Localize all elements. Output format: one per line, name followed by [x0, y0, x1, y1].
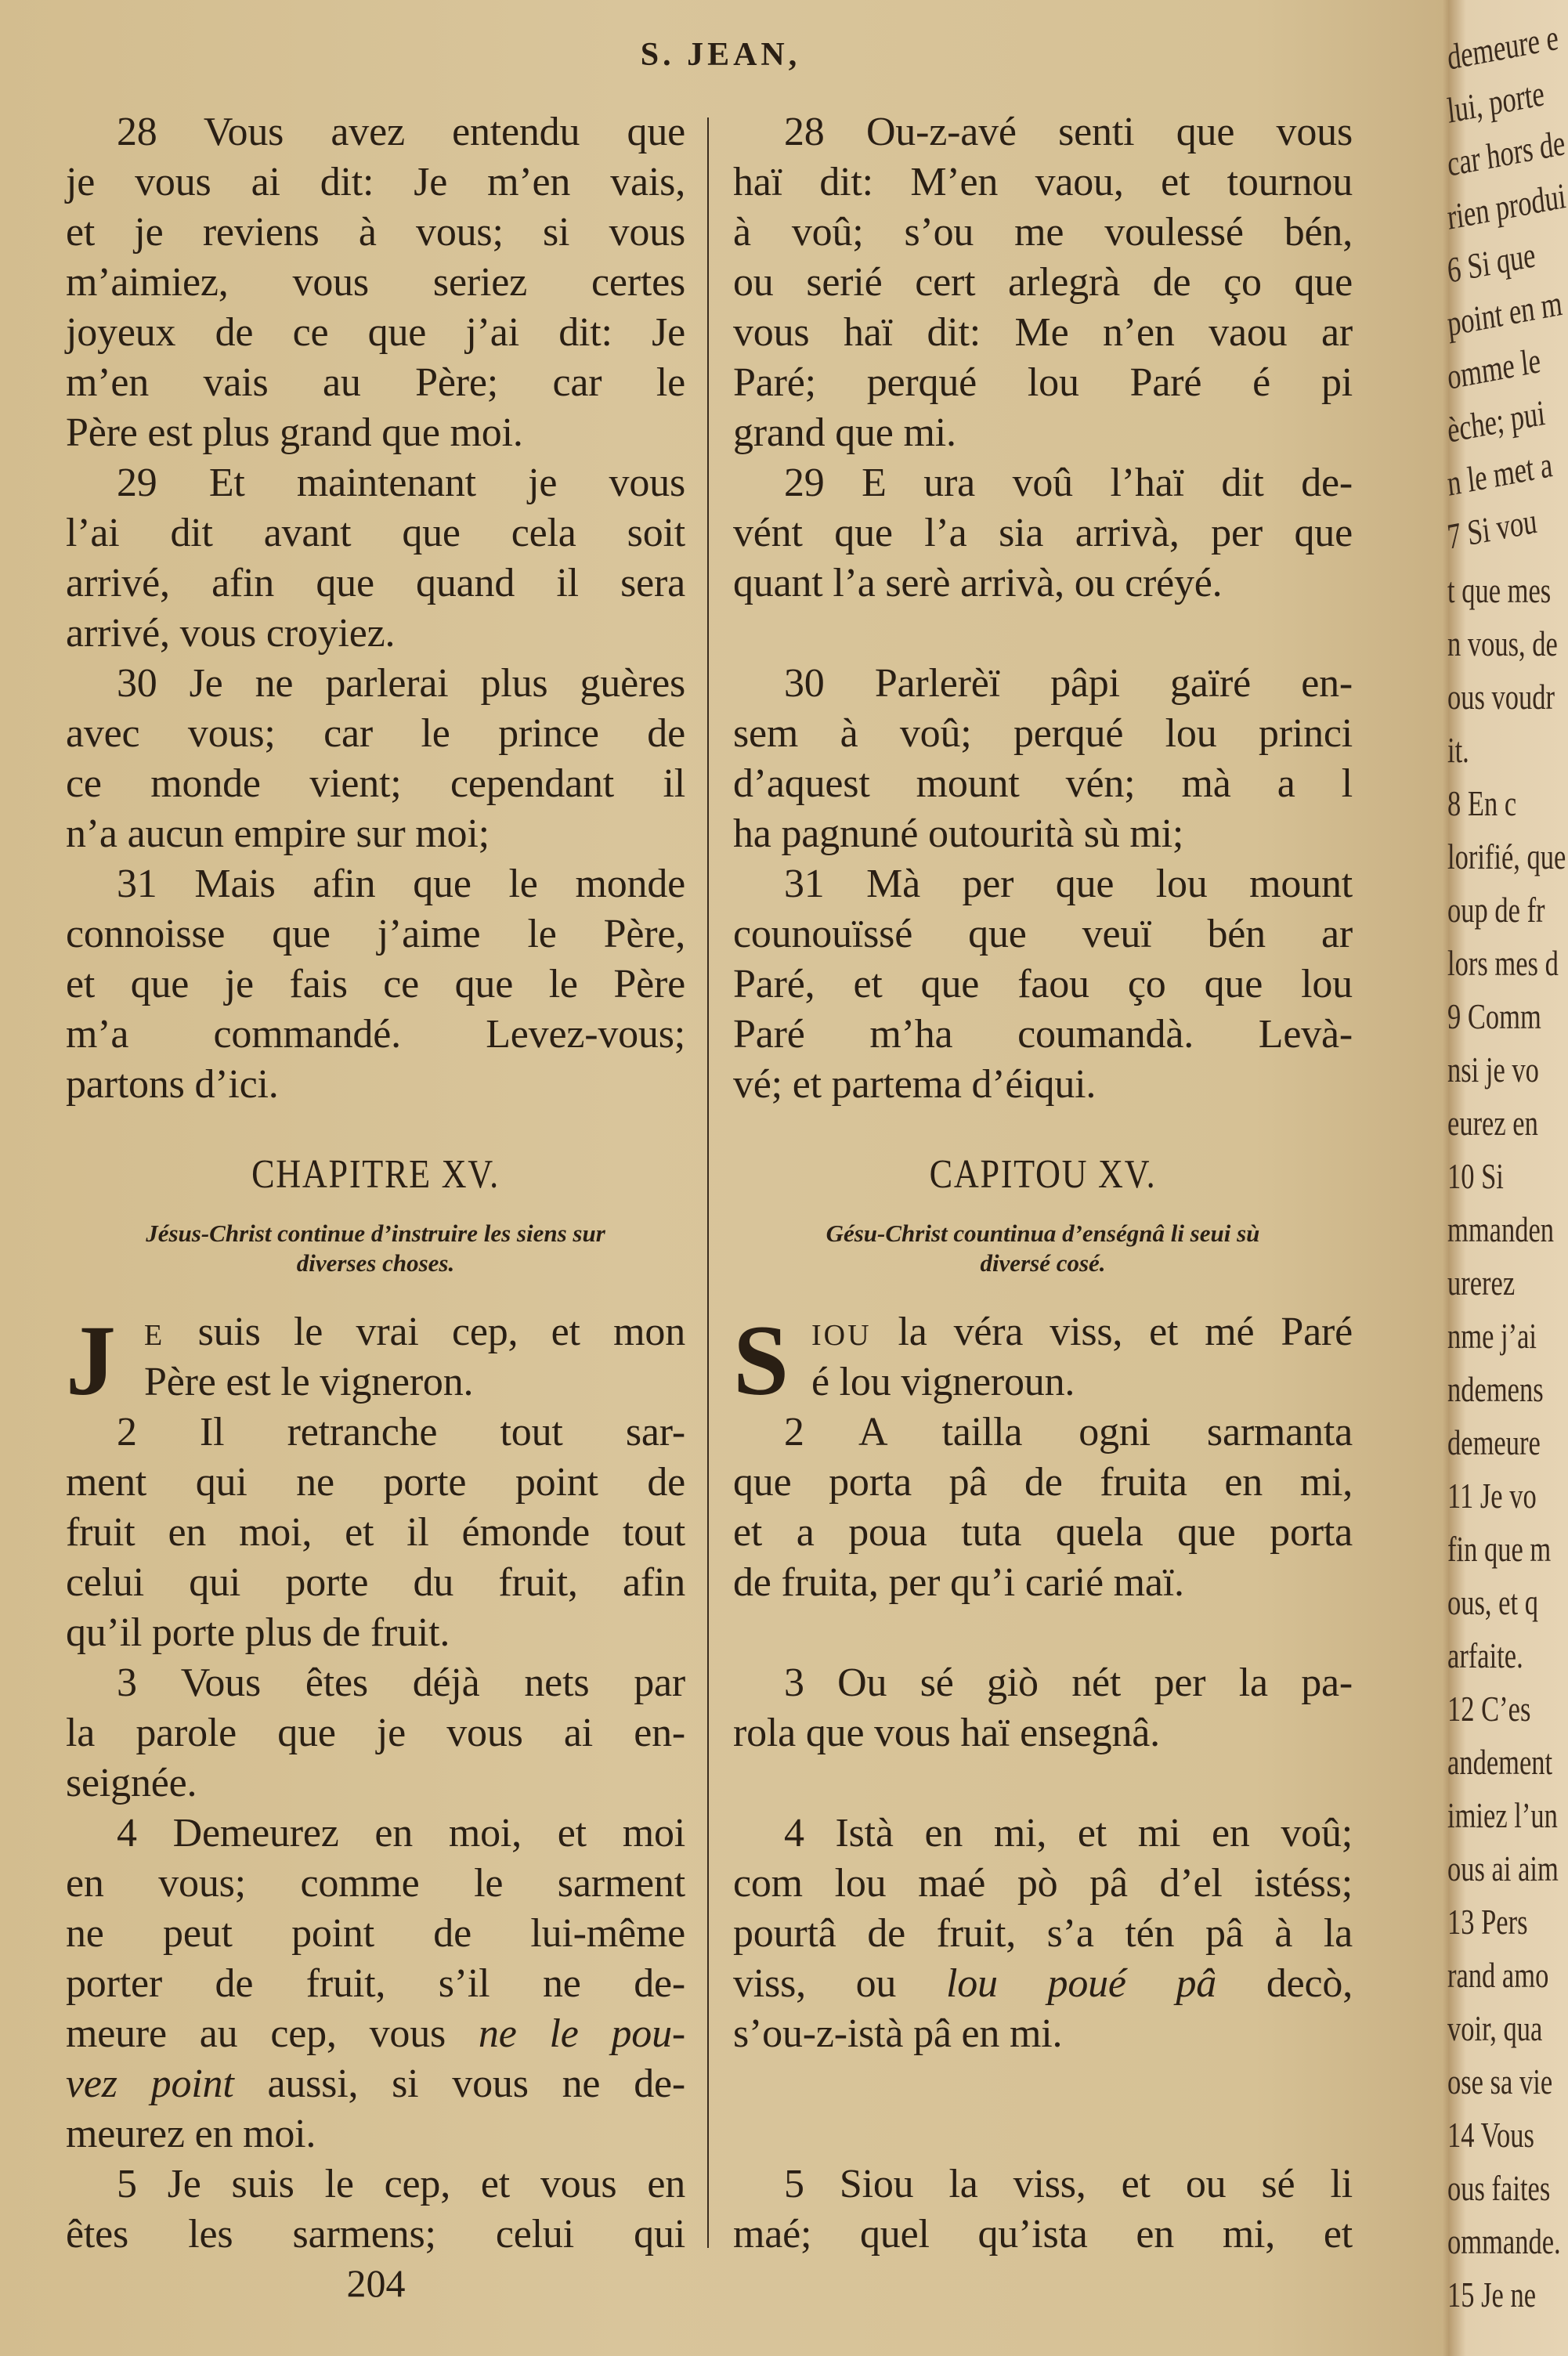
text-line: je vous ai dit: Je m’en vais,	[66, 160, 685, 204]
text-line	[733, 1307, 1353, 1357]
text-line: joyeux de ce que j’ai dit: Je	[66, 310, 685, 355]
text-line: 28 Ou-z-avé senti que vous	[784, 110, 1353, 154]
text-line: et a poua tuta quela que porta	[733, 1510, 1353, 1555]
facing-page-line: car hors de	[1445, 122, 1567, 184]
verse-paragraph	[66, 1658, 685, 1809]
facing-page-edge	[1445, 16, 1568, 2322]
line-text: aussi, si vous ne de-	[233, 2062, 685, 2106]
facing-page-line: 7 Si vou	[1445, 500, 1539, 557]
line-text: la véra viss, et mé Paré	[871, 1310, 1353, 1354]
facing-page-line: 12 C’es	[1447, 1689, 1531, 1729]
text-line	[66, 1307, 685, 1357]
text-line	[66, 2009, 685, 2059]
verses-block-1	[733, 107, 1353, 1110]
text-line: pourtâ de fruit, s’a tén pâ à la	[733, 1911, 1353, 1956]
text-line: porter de fruit, s’il ne de-	[66, 1961, 685, 2006]
facing-page-line: ous, et q	[1447, 1582, 1538, 1622]
facing-page-line: mmanden	[1447, 1209, 1555, 1249]
facing-page-line: andement	[1447, 1742, 1553, 1782]
text-line: arrivé, vous croyiez.	[66, 611, 396, 656]
text-line: 3 Ou sé giò nét per la pa-	[784, 1660, 1353, 1705]
facing-page-line: nme j’ai	[1447, 1316, 1537, 1356]
facing-page-line: rand amo	[1447, 1955, 1549, 1995]
facing-page-line: 8 En c	[1447, 783, 1517, 823]
facing-page-line: 13 Pers	[1447, 1902, 1528, 1942]
facing-page-line: fin que m	[1447, 1529, 1552, 1569]
facing-page-line: it.	[1447, 730, 1469, 770]
text-line: ment qui ne porte point de	[66, 1460, 685, 1505]
facing-page-line: ose sa vie	[1447, 2062, 1553, 2101]
text-line	[66, 1357, 685, 1407]
text-line: Paré, et que faou ço que lou	[733, 962, 1353, 1006]
line-text: é lou vigneroun.	[811, 1360, 1075, 1404]
text-line: vént que l’a sia arrivà, per que	[733, 511, 1353, 555]
italic-text: vez point	[66, 2062, 234, 2106]
blank-line	[733, 1758, 1353, 1809]
line-text: meure au cep, vous	[66, 2011, 479, 2056]
verse-paragraph	[733, 458, 1353, 609]
facing-page-line: eurez en	[1447, 1103, 1538, 1143]
text-line: la parole que je vous ai en-	[66, 1711, 685, 1755]
blank-line	[733, 1608, 1353, 1658]
facing-page-line: ndemens	[1447, 1369, 1544, 1409]
running-title: S. JEAN,	[640, 37, 801, 73]
text-line: qu’il porte plus de fruit.	[66, 1610, 450, 1655]
text-line: com lou maé pò pâ d’el istéss;	[733, 1861, 1353, 1906]
text-line: 3 Vous êtes déjà nets par	[117, 1660, 685, 1705]
verse-paragraph	[733, 1809, 1353, 2059]
text-line: Père est plus grand que moi.	[66, 410, 523, 455]
text-line: arrivé, afin que quand il sera	[66, 561, 685, 605]
verse-paragraph	[66, 859, 685, 1110]
text-line: grand que mi.	[733, 410, 956, 455]
text-line: connoisse que j’aime le Père,	[66, 912, 685, 956]
facing-page-line: 14 Vous	[1447, 2115, 1534, 2155]
verse-paragraph	[733, 2159, 1353, 2260]
text-line: ne peut point de lui-même	[66, 1911, 685, 1956]
line-text: decò,	[1216, 1961, 1353, 2006]
text-line: vous haï dit: Me n’en vaou ar	[733, 310, 1353, 355]
text-line: Paré; perqué lou Paré é pi	[733, 360, 1353, 405]
chapter-title: CAPITOU XV.	[929, 1152, 1157, 1197]
verse-paragraph	[66, 659, 685, 859]
text-line: counouïssé que veuï bén ar	[733, 912, 1353, 956]
facing-page-line: demeure	[1447, 1422, 1541, 1462]
verse-paragraph	[733, 107, 1353, 458]
text-line: meurez en moi.	[66, 2112, 316, 2156]
verse-paragraph	[66, 458, 685, 659]
text-line: l’ai dit avant que cela soit	[66, 511, 685, 555]
column-divider	[707, 117, 709, 2248]
text-line: seignée.	[66, 1761, 197, 1805]
facing-page-line: 6 Si que	[1445, 234, 1537, 291]
text-line: et que je fais ce que le Père	[66, 962, 685, 1006]
facing-page-line: ous voudr	[1447, 677, 1555, 717]
facing-page-line: lorifié, que	[1447, 837, 1566, 876]
text-line: m’a commandé. Levez-vous;	[66, 1012, 685, 1057]
facing-page-line: 9 Comm	[1447, 996, 1541, 1036]
chapter-summary	[733, 1219, 1353, 1278]
facing-page-line: ommande.	[1447, 2221, 1561, 2261]
summary-line: diversé cosé.	[980, 1249, 1106, 1277]
text-line: avec vous; car le prince de	[66, 711, 685, 756]
text-line: 4 Istà en mi, et mi en voû;	[784, 1811, 1353, 1856]
facing-page-line: t que mes	[1447, 570, 1552, 610]
verses-block-1	[66, 107, 685, 1110]
facing-page-line: ous ai aim	[1447, 1848, 1559, 1888]
facing-page-line: lui, porte	[1445, 73, 1546, 131]
facing-page-line: n le met a	[1445, 444, 1555, 504]
blank-line	[733, 2109, 1353, 2159]
italic-text: ne le pou-	[478, 2011, 685, 2056]
text-line: 31 Mais afin que le monde	[117, 862, 685, 906]
text-line: 2 Il retranche tout sar-	[117, 1410, 685, 1454]
facing-page-line: 15 Je ne	[1447, 2275, 1537, 2314]
verse-paragraph	[66, 1809, 685, 2159]
text-line: partons d’ici.	[66, 1062, 279, 1107]
chapter-title: CHAPITRE XV.	[251, 1152, 500, 1197]
line-text: viss, ou	[733, 1961, 946, 2006]
text-line: m’aimiez, vous seriez certes	[66, 260, 685, 305]
verses-block-2	[66, 1307, 685, 2260]
facing-page-line: imiez l’un	[1447, 1795, 1558, 1835]
facing-page-line: rien produi	[1445, 175, 1568, 237]
text-line: vé; et partema d’éiqui.	[733, 1062, 1097, 1107]
text-line: 30 Je ne parlerai plus guères	[117, 661, 685, 706]
facing-page-line: demeure e	[1445, 16, 1560, 78]
facing-page-line: èche; pui	[1445, 392, 1547, 450]
text-line: ha pagnuné outourità sù mi;	[733, 811, 1184, 856]
text-line: maé; quel qu’ista en mi, et	[733, 2212, 1353, 2257]
text-line: 29 Et maintenant je vous	[117, 461, 685, 505]
verse-paragraph	[733, 1658, 1353, 1758]
facing-page-line: voir, qua	[1447, 2008, 1543, 2048]
facing-page-line: omme le	[1445, 340, 1543, 397]
text-line: et je reviens à vous; si vous	[66, 210, 685, 255]
verses-block-2	[733, 1307, 1353, 2260]
blank-line	[733, 609, 1353, 659]
verse-paragraph	[66, 1407, 685, 1658]
line-text: suis le vrai cep, et mon	[164, 1310, 685, 1354]
text-line: en vous; comme le sarment	[66, 1861, 685, 1906]
text-line: d’aquest mount vén; mà a l	[733, 761, 1353, 806]
summary-line: Jésus-Christ continue d’instruire les siens sur	[146, 1220, 605, 1247]
text-line: 31 Mà per que lou mount	[784, 862, 1353, 906]
verse-paragraph	[66, 2159, 685, 2260]
text-line: à voû; s’ou me voulessé bén,	[733, 210, 1353, 255]
facing-page-line: arfaite.	[1447, 1635, 1523, 1675]
facing-page-line: nsi je vo	[1447, 1050, 1539, 1089]
text-line: rola que vous haï ensegnâ.	[733, 1711, 1160, 1755]
text-line: s’ou-z-istà pâ en mi.	[733, 2011, 1063, 2056]
text-line: êtes les sarmens; celui qui	[66, 2212, 685, 2257]
text-line: 28 Vous avez entendu que	[117, 110, 685, 154]
facing-page-line: n vous, de	[1447, 623, 1558, 663]
verse-paragraph	[66, 107, 685, 458]
italic-text: lou poué pâ	[945, 1961, 1217, 2006]
blank-line	[733, 2059, 1353, 2109]
facing-page-line: point en m	[1445, 282, 1564, 344]
verse-paragraph	[733, 859, 1353, 1110]
page-number: 204	[346, 2261, 406, 2305]
text-line: 5 Siou la viss, et ou sé li	[784, 2162, 1353, 2206]
text-line: ou serié cert arlegrà de ço que	[733, 260, 1353, 305]
text-line	[66, 2059, 685, 2109]
text-line: celui qui porte du fruit, afin	[66, 1560, 685, 1605]
drop-cap-letter: J	[66, 1305, 116, 1416]
verse-paragraph	[733, 1407, 1353, 1608]
text-line: 29 E ura voû l’haï dit de-	[784, 461, 1353, 505]
text-line	[733, 1959, 1353, 2009]
text-line: n’a aucun empire sur moi;	[66, 811, 490, 856]
text-line: haï dit: M’en vaou, et tournou	[733, 160, 1353, 204]
text-line: ce monde vient; cependant il	[66, 761, 685, 806]
text-line: de fruita, per qu’i carié maï.	[733, 1560, 1184, 1605]
text-line: Paré m’ha coumandà. Levà-	[733, 1012, 1353, 1057]
text-line	[733, 1357, 1353, 1407]
small-caps-text: E	[144, 1319, 165, 1352]
small-caps-text: IOU	[811, 1319, 872, 1352]
text-line: 5 Je suis le cep, et vous en	[117, 2162, 685, 2206]
facing-page-line: 10 Si	[1447, 1156, 1504, 1196]
text-line: 2 A tailla ogni sarmanta	[784, 1410, 1353, 1454]
summary-line: diverses choses.	[296, 1249, 455, 1277]
facing-page-line: 11 Je vo	[1447, 1476, 1537, 1516]
verse-paragraph	[733, 659, 1353, 859]
text-line: m’en vais au Père; car le	[66, 360, 685, 405]
facing-page-line: lors mes d	[1447, 943, 1559, 983]
text-line: que porta pâ de fruita en mi,	[733, 1460, 1353, 1505]
summary-line: Gésu-Christ countinua d’enségnâ li seui sù	[826, 1220, 1260, 1247]
dropcap-paragraph	[66, 1305, 685, 1416]
facing-page-line: urerez	[1447, 1263, 1516, 1303]
chapter-summary	[66, 1219, 685, 1278]
text-line: quant l’a serè arrivà, ou créyé.	[733, 561, 1223, 605]
text-line: sem à voû; perqué lou princi	[733, 711, 1353, 756]
text-line: fruit en moi, et il émonde tout	[66, 1510, 685, 1555]
facing-page-line: oup de fr	[1447, 890, 1545, 930]
drop-cap-letter: S	[733, 1305, 789, 1416]
text-line: 30 Parlerèï pâpi gaïré en-	[784, 661, 1353, 706]
dropcap-paragraph	[733, 1305, 1353, 1416]
text-line: 4 Demeurez en moi, et moi	[117, 1811, 685, 1856]
facing-page-line: ous faites	[1447, 2168, 1551, 2208]
line-text: Père est le vigneron.	[144, 1360, 474, 1404]
